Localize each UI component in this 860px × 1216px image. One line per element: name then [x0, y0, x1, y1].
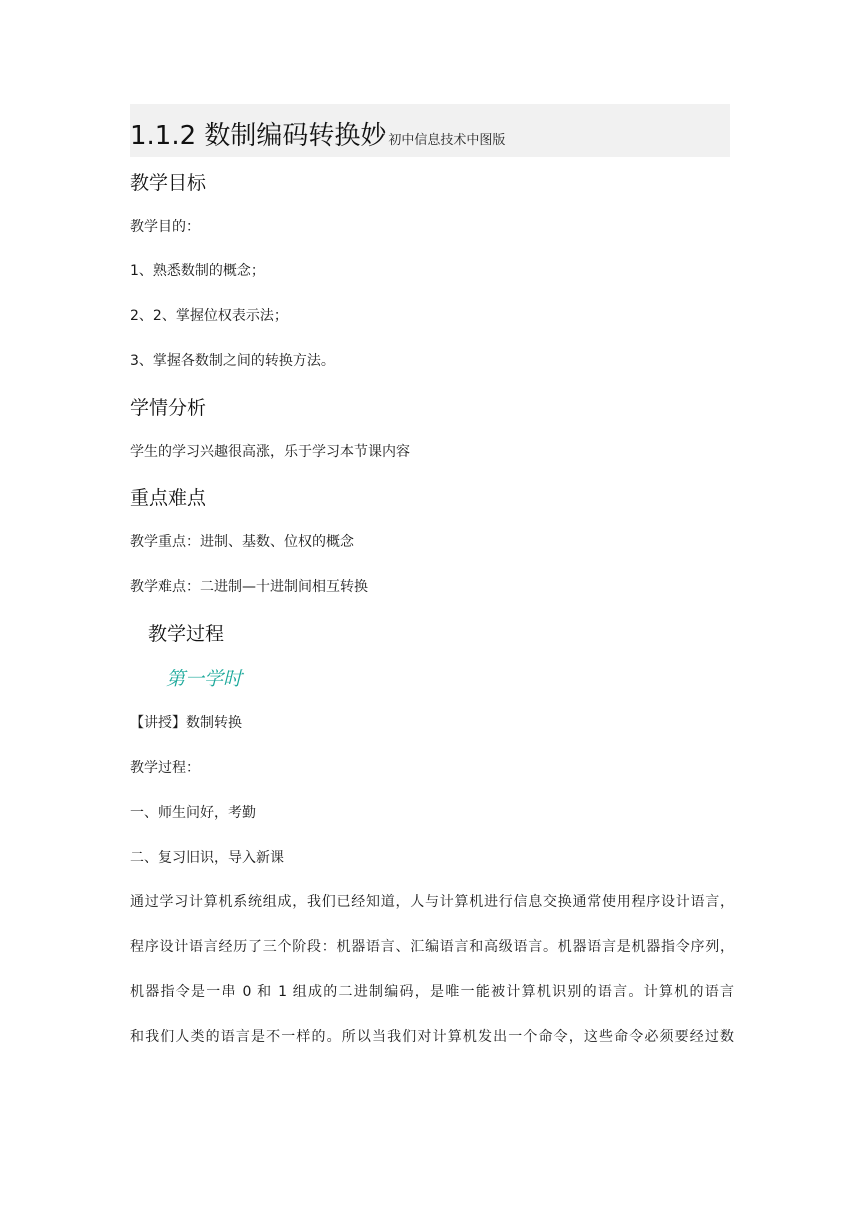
goals-heading: 教学目标: [130, 172, 207, 194]
process-heading: 教学过程: [148, 623, 225, 645]
step-1: 一、师生问好，考勤: [130, 805, 256, 821]
keypoints-heading: 重点难点: [130, 487, 207, 509]
title-main-text: 1.1.2 数制编码转换妙: [130, 121, 387, 151]
goal-item-2: 2、2、掌握位权表示法；: [130, 308, 288, 324]
body-paragraph-line-4: 和我们人类的语言是不一样的。所以当我们对计算机发出一个命令，这些命令必须要经过数: [130, 1029, 734, 1045]
body-paragraph-line-3: 机器指令是一串 0 和 1 组成的二进制编码，是唯一能被计算机识别的语言。计算机的语言: [130, 984, 734, 1000]
body-paragraph-line-1: 通过学习计算机系统组成，我们已经知道，人与计算机进行信息交换通常使用程序设计语言，: [130, 894, 734, 910]
lecture-label: 【讲授】数制转换: [130, 715, 242, 731]
body-paragraph-line-2: 程序设计语言经历了三个阶段：机器语言、汇编语言和高级语言。机器语言是机器指令序列，: [130, 939, 734, 955]
title-subtitle: 初中信息技术中图版: [388, 133, 506, 148]
goals-label: 教学目的：: [130, 219, 200, 235]
difficult-point-text: 教学难点：二进制—十进制间相互转换: [130, 579, 368, 595]
key-point-text: 教学重点：进制、基数、位权的概念: [130, 534, 354, 550]
period-label: 第一学时: [166, 668, 243, 690]
goal-item-1: 1、熟悉数制的概念；: [130, 263, 265, 279]
step-2: 二、复习旧识，导入新课: [130, 850, 284, 866]
goal-item-3: 3、掌握各数制之间的转换方法。: [130, 353, 335, 369]
analysis-heading: 学情分析: [130, 397, 207, 419]
analysis-text: 学生的学习兴趣很高涨，乐于学习本节课内容: [130, 444, 410, 460]
process-label: 教学过程：: [130, 760, 200, 776]
document-title: [130, 118, 505, 159]
